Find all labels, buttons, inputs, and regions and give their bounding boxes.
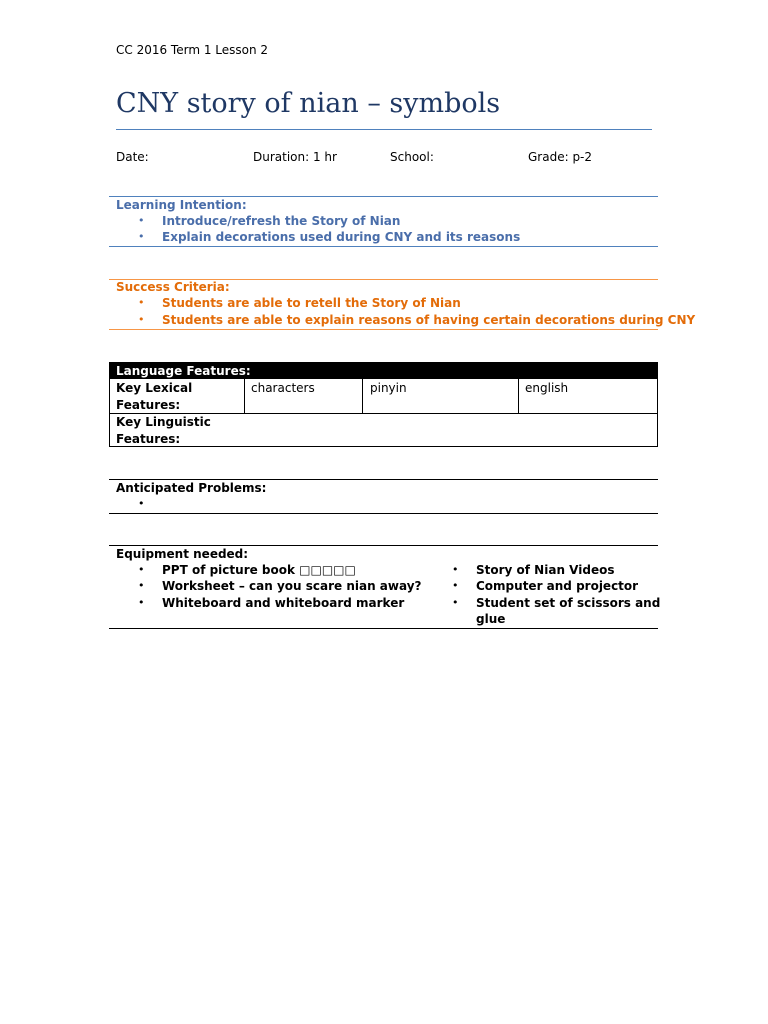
equipment-bottom-rule [109,628,658,629]
school-field: School: [390,150,434,164]
key-lexical-label-line1: Key Lexical [116,381,193,395]
learning-intention-item: Introduce/refresh the Story of Nian [162,214,401,228]
learning-intention-bottom-rule [109,246,658,247]
learning-intention-heading: Learning Intention: [116,198,247,212]
success-criteria-heading: Success Criteria: [116,280,230,294]
bullet-icon: • [138,313,145,326]
english-column-header: english [525,381,569,395]
pinyin-column-header: pinyin [370,381,407,395]
bullet-icon: • [138,596,145,609]
success-criteria-item: Students are able to explain reasons of having certain decorations during CNY [162,313,696,327]
page-title: CNY story of nian – symbols [116,88,501,119]
bullet-icon: • [452,579,459,592]
equipment-item: Student set of scissors and [476,596,661,610]
key-linguistic-label [116,414,211,448]
bullet-icon: • [452,596,459,609]
equipment-item-continuation: glue [476,612,506,626]
key-lexical-label-line2: Features: [116,398,181,412]
column-divider [362,379,363,414]
equipment-top-rule [109,545,658,546]
equipment-item: Whiteboard and whiteboard marker [162,596,405,610]
bullet-icon: • [138,563,145,576]
bullet-icon: • [452,563,459,576]
anticipated-problems-heading: Anticipated Problems: [116,481,267,495]
success-criteria-bottom-rule [109,329,658,330]
date-field: Date: [116,150,149,164]
success-criteria-item: Students are able to retell the Story of Nian [162,296,461,310]
key-linguistic-label-line2: Features: [116,432,181,446]
equipment-item: Story of Nian Videos [476,563,615,577]
language-features-table [109,362,658,447]
equipment-item: Worksheet – can you scare nian away? [162,579,422,593]
equipment-heading: Equipment needed: [116,547,249,561]
document-header: CC 2016 Term 1 Lesson 2 [116,43,269,57]
anticipated-problems-top-rule [109,479,658,480]
bullet-icon: • [138,230,145,243]
duration-field: Duration: 1 hr [253,150,337,164]
equipment-item: Computer and projector [476,579,639,593]
grade-field: Grade: p-2 [528,150,593,164]
bullet-icon: • [138,296,145,309]
column-divider [244,379,245,414]
column-divider [518,379,519,414]
language-features-heading: Language Features: [110,363,657,379]
key-linguistic-label-line1: Key Linguistic [116,415,211,429]
learning-intention-item: Explain decorations used during CNY and its reasons [162,230,521,244]
bullet-icon: • [138,497,145,510]
bullet-icon: • [138,579,145,592]
title-divider [116,129,652,130]
characters-column-header: characters [251,381,315,395]
equipment-item: PPT of picture book □□□□□ [162,563,356,577]
key-lexical-label [116,380,192,414]
anticipated-problems-bottom-rule [109,513,658,514]
learning-intention-top-rule [109,196,658,197]
bullet-icon: • [138,214,145,227]
